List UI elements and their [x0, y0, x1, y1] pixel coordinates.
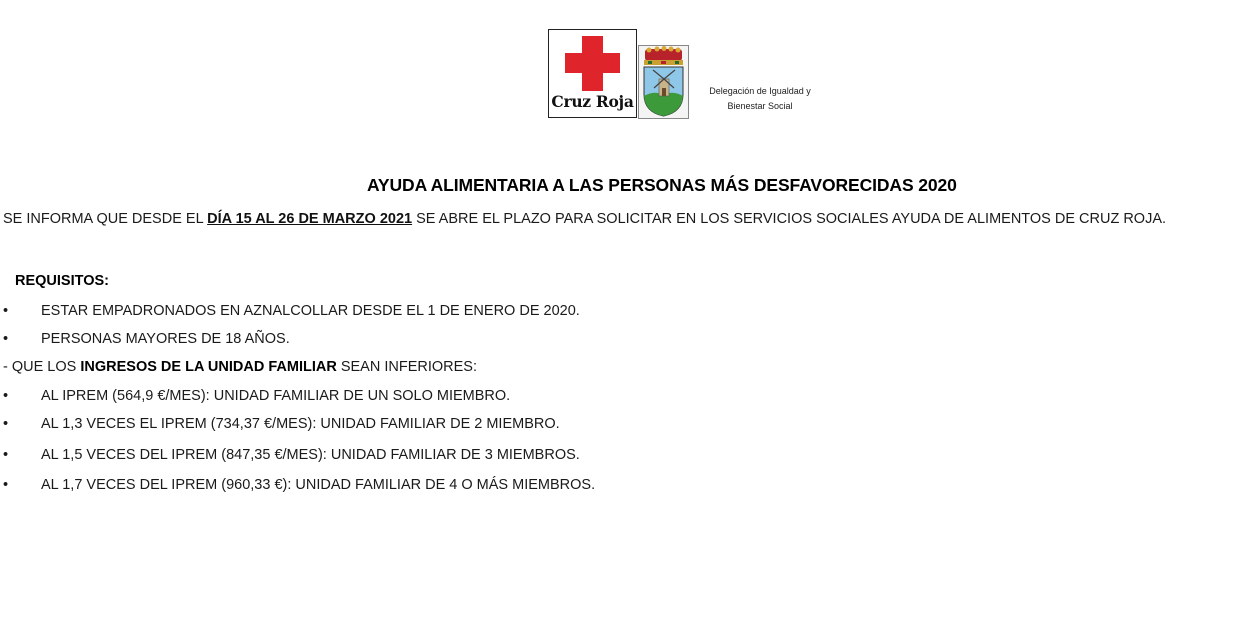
- bullet-icon: •: [3, 477, 9, 493]
- municipal-coat-of-arms-icon: [638, 45, 689, 119]
- intro-text-after: SE ABRE EL PLAZO PARA SOLICITAR EN LOS SERVICIOS SOCIALES AYUDA DE ALIMENTOS DE CRUZ ROJA.: [412, 211, 1167, 227]
- bullet-icon: •: [3, 388, 9, 404]
- delegacion-label: [700, 84, 820, 114]
- red-cross-icon-horizontal: [565, 53, 620, 73]
- intro-text-before: SE INFORMA QUE DESDE EL: [3, 211, 208, 227]
- ingresos-line: [3, 359, 477, 375]
- ingreso-text: AL 1,5 VECES DEL IPREM (847,35 €/MES): UNIDAD FAMILIAR DE 3 MIEMBROS.: [41, 447, 580, 463]
- bullet-icon: •: [3, 303, 9, 319]
- intro-paragraph: [3, 211, 1166, 227]
- bullet-icon: •: [3, 447, 9, 463]
- requisito-text: PERSONAS MAYORES DE 18 AÑOS.: [41, 331, 290, 347]
- requisitos-heading: REQUISITOS:: [15, 273, 109, 289]
- ingreso-text: AL IPREM (564,9 €/MES): UNIDAD FAMILIAR DE UN SOLO MIEMBRO.: [41, 388, 511, 404]
- bullet-icon: •: [3, 416, 9, 432]
- intro-date-range: DÍA 15 AL 26 DE MARZO 2021: [207, 211, 413, 227]
- ingreso-text: AL 1,3 VECES EL IPREM (734,37 €/MES): UNIDAD FAMILIAR DE 2 MIEMBRO.: [41, 416, 560, 432]
- cruz-roja-logo: [548, 29, 637, 118]
- ingresos-text-after: SEAN INFERIORES:: [336, 359, 478, 375]
- ingresos-text-before: - QUE LOS: [3, 359, 81, 375]
- page-title: AYUDA ALIMENTARIA A LAS PERSONAS MÁS DESFAVORECIDAS 2020: [367, 175, 957, 195]
- cruz-roja-logo-text: Cruz Roja: [551, 92, 634, 111]
- delegacion-line-1: Delegación de Igualdad y: [709, 86, 811, 96]
- requisito-text: ESTAR EMPADRONADOS EN AZNALCOLLAR DESDE EL 1 DE ENERO DE 2020.: [41, 303, 580, 319]
- ingresos-text-bold: INGRESOS DE LA UNIDAD FAMILIAR: [80, 359, 337, 375]
- ingreso-text: AL 1,7 VECES DEL IPREM (960,33 €): UNIDAD FAMILIAR DE 4 O MÁS MIEMBROS.: [41, 477, 596, 493]
- bullet-icon: •: [3, 331, 9, 347]
- delegacion-line-2: Bienestar Social: [727, 101, 793, 111]
